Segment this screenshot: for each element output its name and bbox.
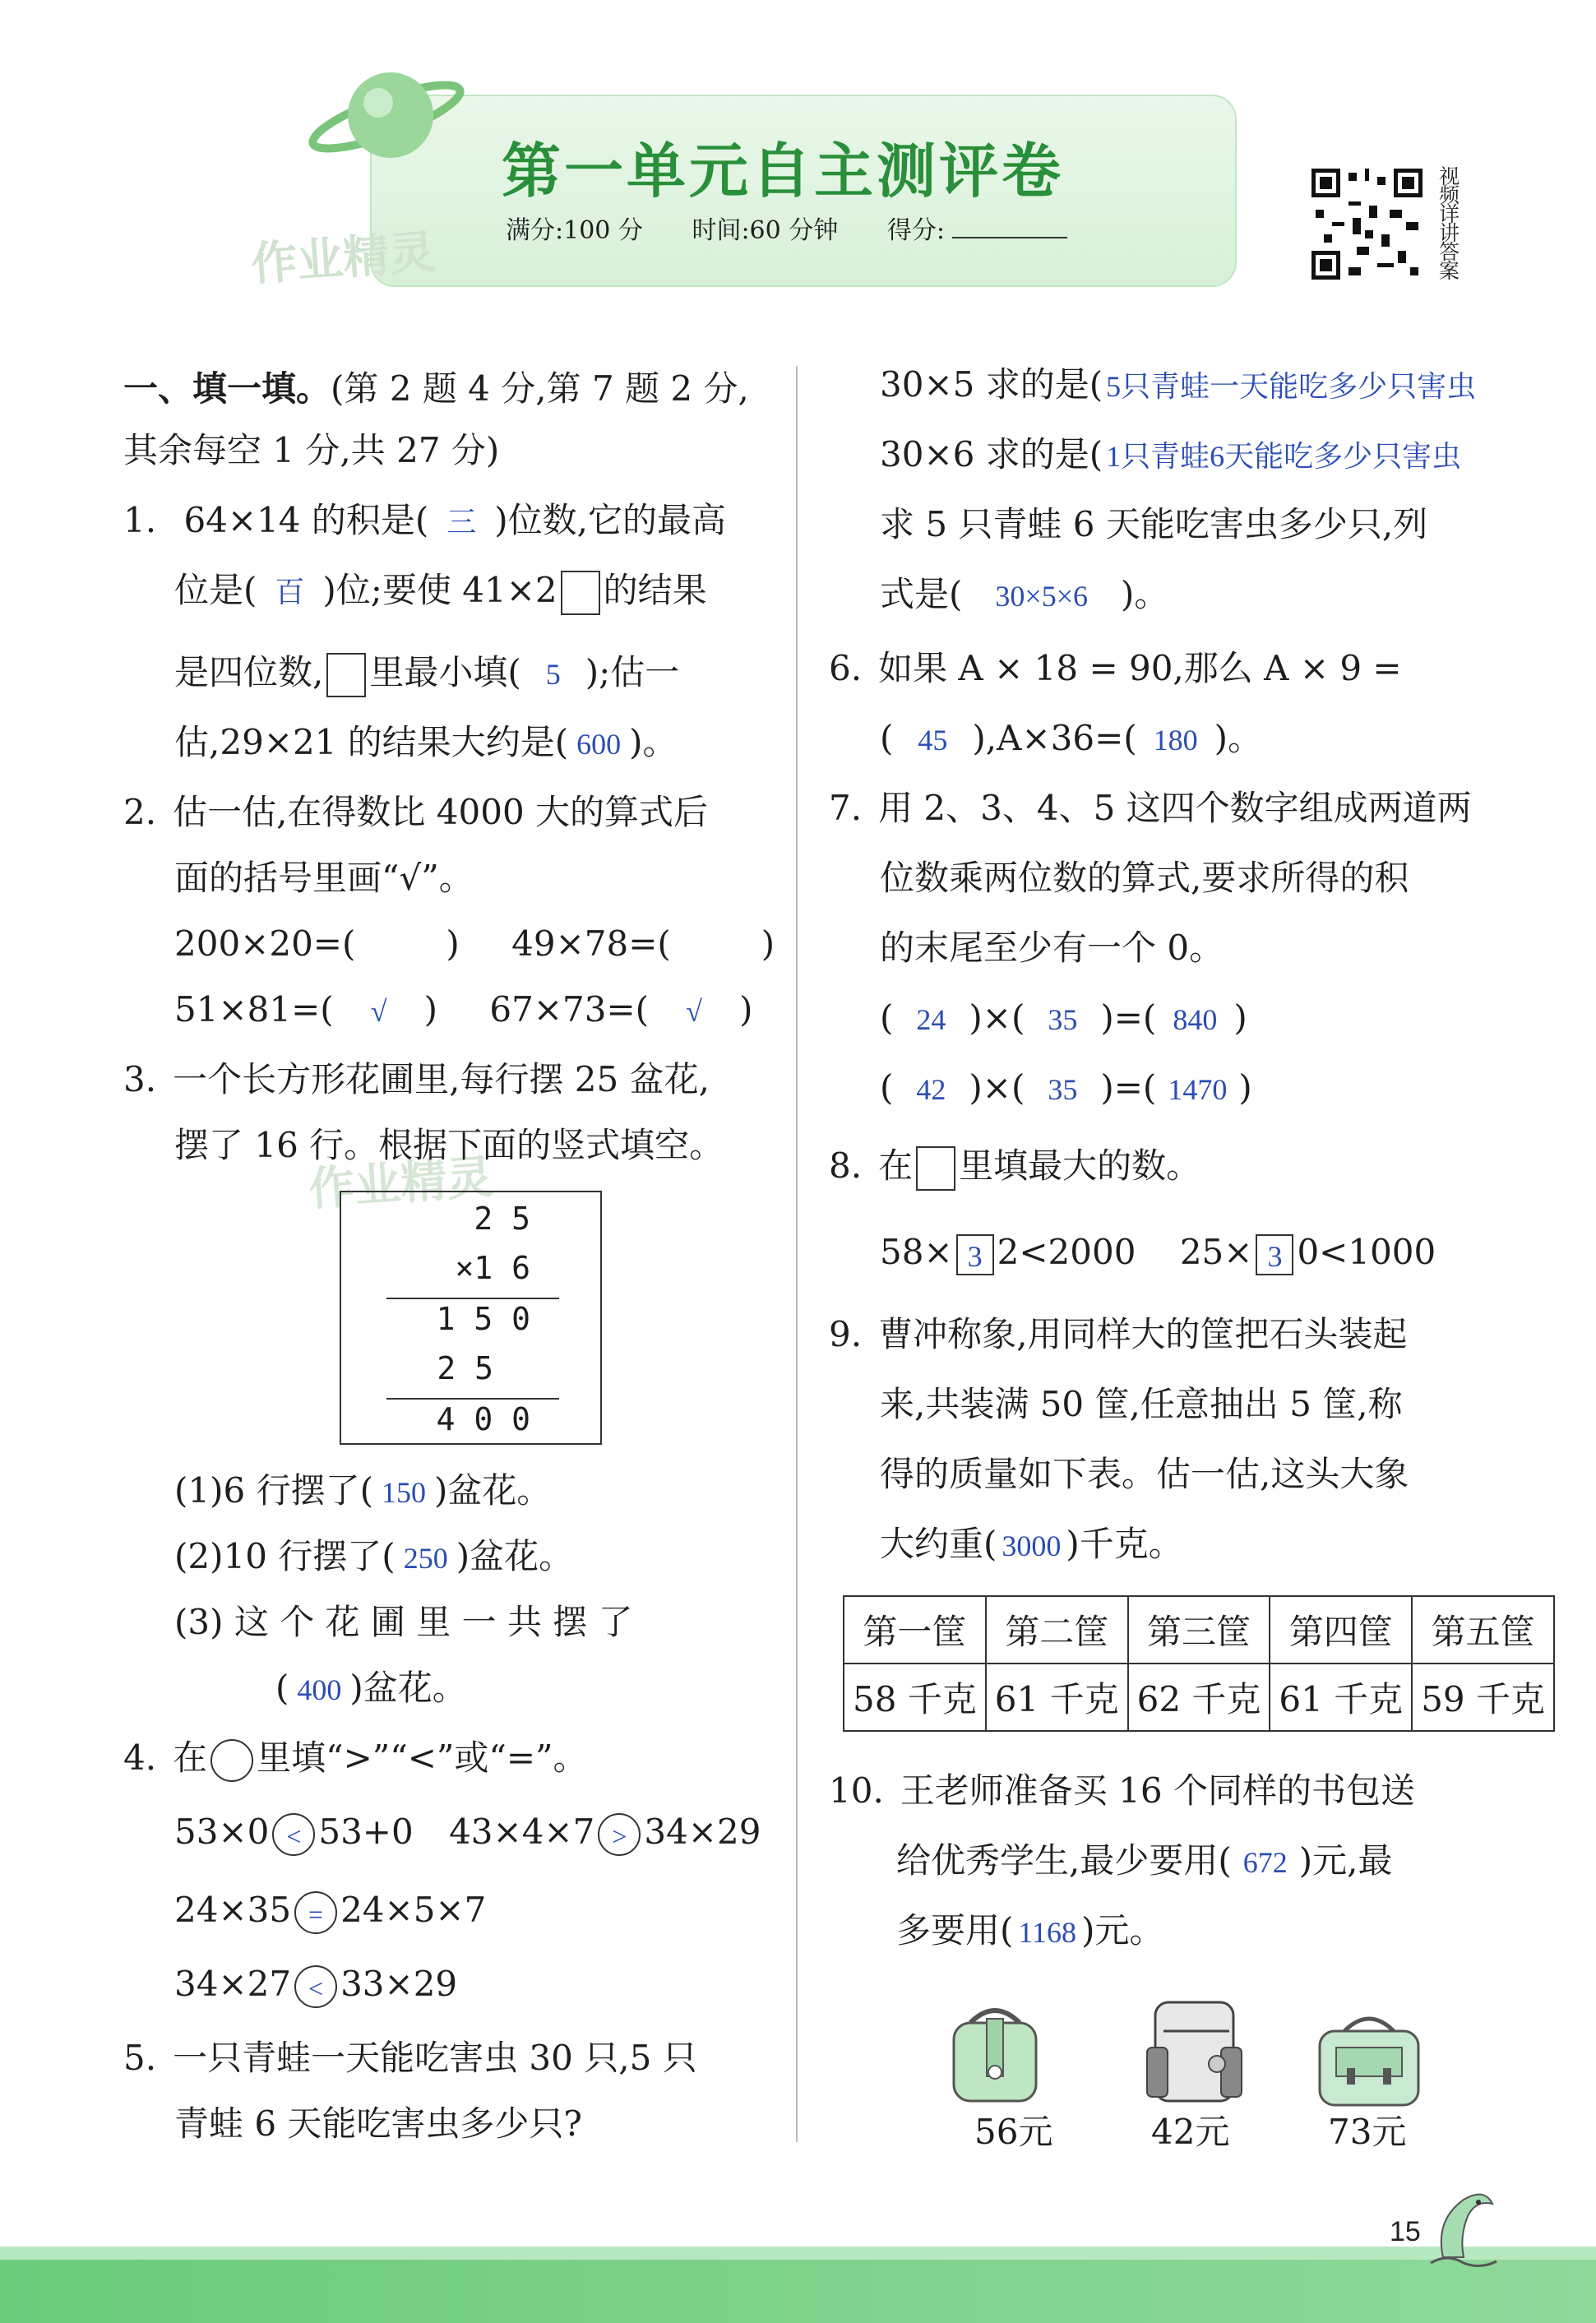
- q9-line4: 大约重( 3000 )千克。: [880, 1524, 1183, 1564]
- table-cell: 61 千克: [986, 1664, 1128, 1731]
- score-label: 得分:: [886, 216, 945, 245]
- table-header: 第二筐: [986, 1596, 1128, 1664]
- q9-line3: 得的质量如下表。估一估,这头大象: [880, 1454, 1409, 1494]
- q5-r4: 式是( 30×5×6 )。: [880, 574, 1169, 614]
- q7-r2-b[interactable]: 35: [1048, 1073, 1078, 1106]
- q10-answer1[interactable]: 672: [1242, 1846, 1288, 1879]
- q5-answer2[interactable]: 1只青蛙6天能吃多少只害虫: [1106, 440, 1462, 473]
- q1-answer2[interactable]: 百: [275, 576, 305, 609]
- q5-answer1[interactable]: 5只青蛙一天能吃多少只害虫: [1106, 370, 1477, 403]
- q10-line3: 多要用( 1168 )元。: [896, 1910, 1164, 1950]
- q8-box1[interactable]: 3: [956, 1234, 994, 1275]
- calc-row5: 4 0 0: [436, 1401, 530, 1437]
- q3-answer3[interactable]: 400: [297, 1673, 342, 1706]
- q7-r2-c[interactable]: 1470: [1168, 1073, 1228, 1106]
- q8-sample-box: [916, 1146, 955, 1191]
- time-limit: 时间:60 分钟: [692, 216, 839, 245]
- q3-answer1[interactable]: 150: [381, 1476, 426, 1509]
- table-header: 第四筐: [1270, 1596, 1412, 1664]
- q2-check2[interactable]: √: [686, 995, 702, 1028]
- q3-sub3b: ( 400 )盆花。: [275, 1668, 467, 1708]
- q3-sub1: (1)6 行摆了( 150 )盆花。: [174, 1470, 552, 1511]
- footer-band-top: [0, 2247, 1596, 2260]
- q10-answer2[interactable]: 1168: [1018, 1916, 1077, 1949]
- q5-answer3[interactable]: 30×5×6: [995, 580, 1088, 613]
- q5-line1: 5. 一只青蛙一天能吃害虫 30 只,5 只: [123, 2038, 697, 2078]
- planet-icon: [308, 58, 473, 173]
- q5-r3: 求 5 只青蛙 6 天能吃害虫多少只,列: [880, 504, 1428, 544]
- q10-line1: 10. 王老师准备买 16 个同样的书包送: [829, 1770, 1415, 1811]
- q4-circle4[interactable]: <: [294, 1965, 337, 2008]
- q1-blank-box2: [326, 653, 366, 697]
- q8-row: 58× 3 2<2000 25× 3 0<1000: [880, 1229, 1436, 1275]
- table-header-row: [844, 1596, 1554, 1664]
- q4-circle1[interactable]: <: [272, 1813, 315, 1856]
- q1-line3: 是四位数, 里最小填( 5 );估一: [174, 650, 679, 697]
- q6-answer2[interactable]: 180: [1153, 724, 1198, 757]
- q7-line3: 的末尾至少有一个 0。: [880, 928, 1224, 968]
- q4-row3: 34×27 < 33×29: [174, 1961, 457, 2008]
- backpack-green-icon: [937, 1994, 1052, 2109]
- q3-sub2: (2)10 行摆了( 250 )盆花。: [174, 1536, 574, 1576]
- calc-row2: ×1 6: [455, 1250, 530, 1286]
- q7-row2: ( 42 )×( 35 )=( 1470 ): [880, 1067, 1252, 1108]
- q3-line1: 3. 一个长方形花圃里,每行摆 25 盆花,: [123, 1059, 710, 1099]
- q2-check1[interactable]: √: [370, 995, 387, 1028]
- q4-line1: 4. 在 里填“>”“<”或“=”。: [123, 1735, 588, 1782]
- table-cell: 58 千克: [844, 1664, 986, 1731]
- q3-sub3: (3) 这 个 花 圃 里 一 共 摆 了: [174, 1602, 633, 1642]
- q1-answer1[interactable]: 三: [446, 506, 477, 539]
- q1-blank-box[interactable]: [561, 571, 600, 615]
- qr-label: 视频详讲答案: [1439, 164, 1460, 283]
- q2-row2: 51×81=( √ ) 67×73=( √ ): [174, 987, 752, 1034]
- column-divider: [796, 366, 798, 2142]
- calc-rule1: [386, 1298, 559, 1299]
- q4-circle2[interactable]: >: [598, 1813, 641, 1856]
- vertical-calc-box: [340, 1191, 602, 1445]
- q4-row2: 24×35 = 24×5×7: [174, 1887, 486, 1934]
- table-header: 第三筐: [1128, 1596, 1270, 1664]
- meta-row: [506, 210, 1067, 246]
- q7-line2: 位数乘两位数的算式,要求所得的积: [880, 858, 1409, 898]
- q7-row1: ( 24 )×( 35 )=( 840 ): [880, 997, 1247, 1038]
- page-title: 第一单元自主测评卷: [502, 137, 1065, 206]
- q7-r1-c[interactable]: 840: [1173, 1003, 1218, 1036]
- q2-line1: 2. 估一估,在得数比 4000 大的算式后: [123, 792, 709, 832]
- q4-circle3[interactable]: =: [294, 1891, 337, 1934]
- q8-line1: 8. 在 里填最大的数。: [829, 1143, 1200, 1191]
- score-blank[interactable]: [952, 237, 1067, 238]
- price-label: 73元: [1328, 2112, 1407, 2152]
- price-label: 56元: [974, 2112, 1053, 2152]
- watermark-mid: 作业精灵: [307, 1150, 495, 1217]
- table-cell: 62 千克: [1128, 1664, 1270, 1731]
- q1-line1: 1. 64×14 的积是( 三 )位数,它的最高: [123, 500, 727, 540]
- q9-line1: 9. 曹冲称象,用同样大的筐把石头装起: [829, 1314, 1408, 1354]
- q2-line2: 面的括号里画“√”。: [174, 858, 474, 898]
- q6-line1: 6. 如果 A × 18 = 90,那么 A × 9 =: [829, 648, 1402, 688]
- dolphin-icon: [1427, 2187, 1501, 2270]
- q6-line2: ( 45 ),A×36=( 180 )。: [880, 718, 1263, 758]
- q3-line2: 摆了 16 行。根据下面的竖式填空。: [174, 1125, 724, 1165]
- q7-r2-a[interactable]: 42: [916, 1073, 946, 1106]
- q3-answer2[interactable]: 250: [403, 1542, 448, 1575]
- table-header: 第五筐: [1412, 1596, 1554, 1664]
- table-cell: 59 千克: [1412, 1664, 1554, 1731]
- calc-rule2: [386, 1398, 559, 1400]
- full-score: 满分:100 分: [506, 216, 643, 245]
- calc-row1: 2 5: [474, 1201, 530, 1237]
- section-heading: 一、填一填。(第 2 题 4 分,第 7 题 2 分,: [123, 368, 749, 409]
- basket-table: [843, 1595, 1555, 1732]
- watermark: 作业精灵: [249, 225, 437, 292]
- q5-r1: 30×5 求的是( 5只青蛙一天能吃多少只害虫: [880, 364, 1477, 405]
- q9-line2: 来,共装满 50 筐,任意抽出 5 筐,称: [880, 1384, 1403, 1424]
- q2-row1: 200×20=( ) 49×78=( ): [174, 923, 775, 964]
- q10-line2: 给优秀学生,最少要用( 672 )元,最: [896, 1840, 1393, 1881]
- page-number: 15: [1390, 2216, 1421, 2247]
- table-row: [844, 1664, 1554, 1731]
- q4-circle-sample: [210, 1739, 253, 1782]
- q1-answer3[interactable]: 5: [545, 658, 561, 691]
- backpack-gray-icon: [1139, 1982, 1254, 2109]
- calc-row3: 1 5 0: [436, 1301, 530, 1337]
- section-note: 其余每空 1 分,共 27 分): [123, 430, 500, 470]
- q8-box2[interactable]: 3: [1256, 1234, 1293, 1275]
- q6-answer1[interactable]: 45: [918, 724, 948, 757]
- table-header: 第一筐: [844, 1596, 986, 1664]
- q5-line2: 青蛙 6 天能吃害虫多少只?: [174, 2103, 582, 2144]
- calc-row4: 2 5: [437, 1350, 493, 1386]
- footer-band: [0, 2257, 1596, 2323]
- qr-code-icon[interactable]: [1307, 164, 1427, 284]
- q7-line1: 7. 用 2、3、4、5 这四个数字组成两道两: [829, 788, 1472, 828]
- q9-answer[interactable]: 3000: [1002, 1529, 1062, 1562]
- q1-line2: 位是( 百 )位;要使 41×2 的结果: [174, 567, 707, 615]
- q7-r1-a[interactable]: 24: [916, 1003, 946, 1036]
- table-cell: 61 千克: [1270, 1664, 1412, 1731]
- q1-line4: 估,29×21 的结果大约是( 600 )。: [174, 722, 678, 762]
- backpack-satchel-icon: [1299, 2002, 1439, 2113]
- q4-row1: 53×0 < 53+0 43×4×7 > 34×29: [174, 1809, 761, 1856]
- q7-r1-b[interactable]: 35: [1048, 1003, 1078, 1036]
- q1-answer4[interactable]: 600: [576, 728, 622, 761]
- price-label: 42元: [1151, 2112, 1230, 2152]
- q5-r2: 30×6 求的是( 1只青蛙6天能吃多少只害虫: [880, 434, 1462, 474]
